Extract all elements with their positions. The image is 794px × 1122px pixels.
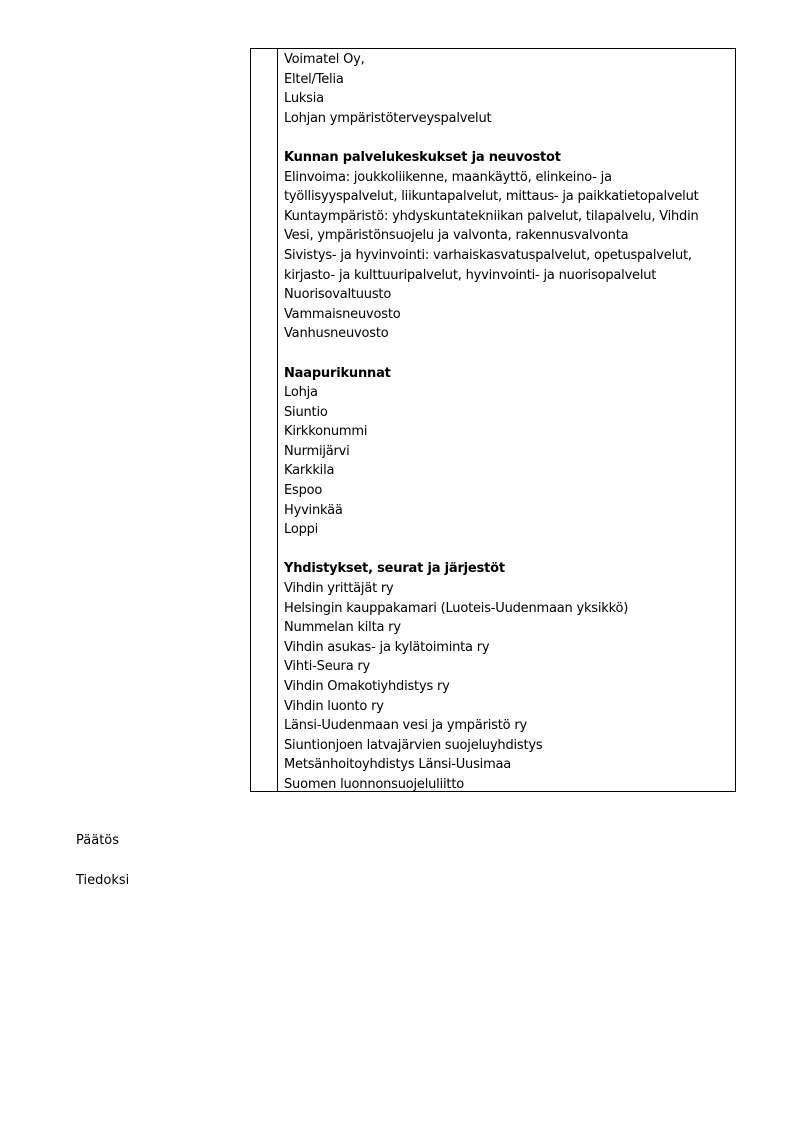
section-spacer bbox=[284, 128, 731, 148]
list-item: Siuntionjoen latvajärvien suojeluyhdistys bbox=[284, 737, 543, 753]
list-item: Helsingin kauppakamari (Luoteis-Uudenmaan yksikkö) bbox=[284, 600, 629, 616]
list-item: Loppi bbox=[284, 522, 319, 538]
list-item: Lohjan ympäristöterveyspalvelut bbox=[284, 110, 492, 126]
list-item: Eltel/Telia bbox=[284, 71, 344, 87]
list-item: Nurmijärvi bbox=[284, 443, 350, 459]
list-item: Suomen luonnonsuojeluliitto bbox=[284, 776, 464, 792]
decision-label: Päätös bbox=[76, 833, 120, 848]
list-item: Vammaisneuvosto bbox=[284, 306, 401, 322]
list-item: Sivistys- ja hyvinvointi: varhaiskasvatuspalvelut, opetuspalvelut, bbox=[284, 247, 692, 263]
list-item: Hyvinkää bbox=[284, 502, 343, 518]
table-content-column bbox=[284, 50, 731, 795]
list-item: Nummelan kilta ry bbox=[284, 620, 401, 636]
stakeholder-table bbox=[250, 48, 736, 792]
section-heading: Kunnan palvelukeskukset ja neuvostot bbox=[284, 149, 561, 165]
list-item: Vihdin asukas- ja kylätoiminta ry bbox=[284, 639, 490, 655]
list-item: Karkkila bbox=[284, 463, 335, 479]
section-heading: Yhdistykset, seurat ja järjestöt bbox=[284, 561, 505, 577]
list-item: Lohja bbox=[284, 385, 318, 401]
list-item: Vihti-Seura ry bbox=[284, 659, 371, 675]
for-information-label: Tiedoksi bbox=[76, 873, 130, 888]
list-item: kirjasto- ja kulttuuripalvelut, hyvinvointi- ja nuorisopalvelut bbox=[284, 267, 657, 283]
section-heading: Naapurikunnat bbox=[284, 365, 391, 381]
list-item: Vihdin Omakotiyhdistys ry bbox=[284, 679, 450, 694]
list-item: Vihdin luonto ry bbox=[284, 698, 384, 714]
table-left-column bbox=[251, 49, 278, 791]
list-item: työllisyyspalvelut, liikuntapalvelut, mittaus- ja paikkatietopalvelut bbox=[284, 189, 699, 205]
section-spacer bbox=[284, 344, 731, 364]
list-item: Vihdin yrittäjät ry bbox=[284, 581, 394, 597]
list-item: Luksia bbox=[284, 91, 324, 107]
list-item: Elinvoima: joukkoliikenne, maankäyttö, elinkeino- ja bbox=[284, 169, 612, 185]
list-item: Länsi-Uudenmaan vesi ja ympäristö ry bbox=[284, 718, 527, 734]
list-item: Siuntio bbox=[284, 404, 328, 420]
list-item: Vanhusneuvosto bbox=[284, 326, 389, 342]
list-item: Metsänhoitoyhdistys Länsi-Uusimaa bbox=[284, 757, 512, 773]
list-item: Voimatel Oy, bbox=[284, 52, 365, 67]
list-item: Kirkkonummi bbox=[284, 424, 368, 440]
section-spacer bbox=[284, 540, 731, 560]
list-item: Vesi, ympäristönsuojelu ja valvonta, rakennusvalvonta bbox=[284, 228, 629, 244]
list-item: Kuntaympäristö: yhdyskuntatekniikan palvelut, tilapalvelu, Vihdin bbox=[284, 208, 699, 224]
list-item: Nuorisovaltuusto bbox=[284, 287, 392, 303]
list-item: Espoo bbox=[284, 483, 323, 499]
